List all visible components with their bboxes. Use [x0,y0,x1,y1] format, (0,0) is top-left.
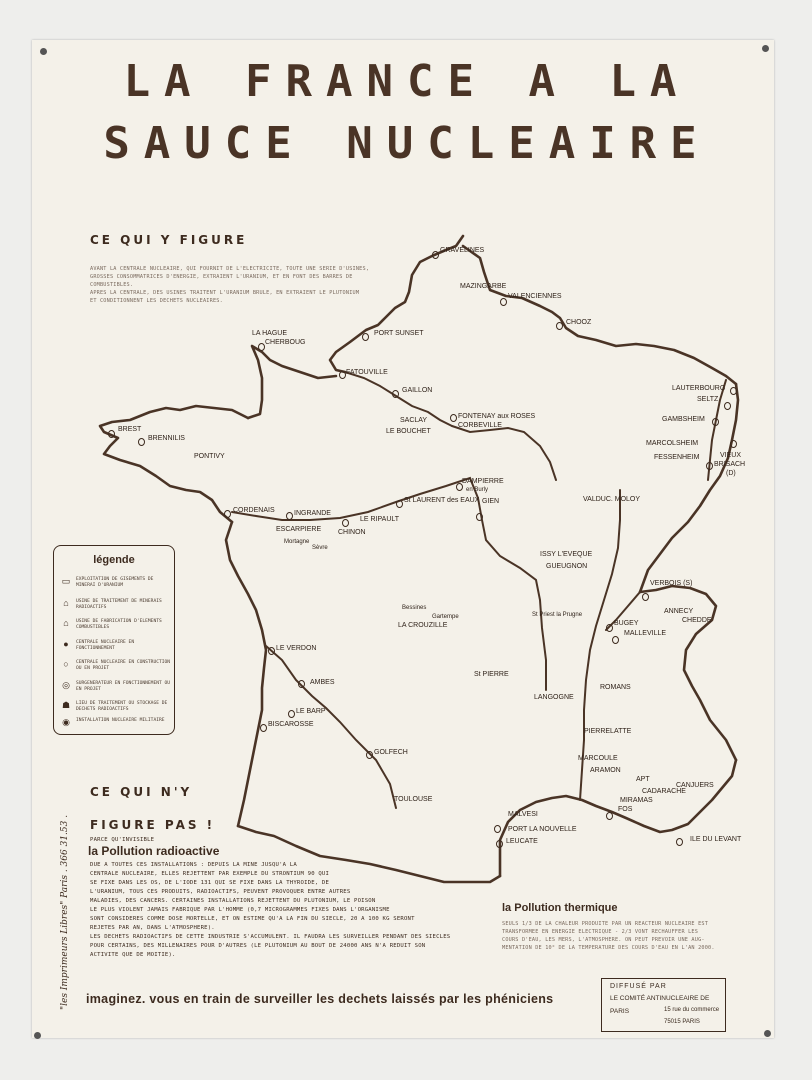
breeder-icon: ◎ [62,680,70,690]
site-fessenheim: FESSENHEIM [654,454,700,461]
reactor-icon [706,462,713,470]
reactor-icon [260,724,267,732]
storage-icon: ☗ [61,700,71,710]
reactor-icon [724,402,731,410]
site-mazingarbe: MAZINGARBE [460,283,507,290]
reactor-icon [339,371,346,379]
site-gravelines: GRAVELINES [440,247,485,254]
legend-item: SURGENERATEUR EN FONCTIONNEMENT OU EN PROJET [76,681,171,692]
reactor-icon [500,298,507,306]
site-st-priest: St Priest la Prugne [532,612,583,618]
site-romans: ROMANS [600,684,631,691]
diffuse-line2: LE COMITÉ ANTINUCLEAIRE DE [610,995,710,1002]
reactor-icon [298,680,305,688]
legend-item: INSTALLATION NUCLEAIRE MILITAIRE [76,718,165,723]
reactor-icon [108,430,115,438]
reactor-icon [288,710,295,718]
reactor-icon [268,647,275,655]
factory-icon: ⌂ [63,618,69,628]
reactor-icon [224,510,231,518]
site-cherbourg: CHERBOUG [265,339,306,346]
site-cadarache: CADARACHE [642,788,686,795]
site-ingrande: INGRANDE [294,510,331,517]
site-pierrelatte: PIERRELATTE [584,728,632,735]
site-verbois: VERBOIS (S) [650,580,693,587]
section1-heading: CE QUI Y FIGURE [90,233,248,247]
site-malvesi: MALVESI [508,811,538,818]
site-golfech: GOLFECH [374,749,408,756]
site-brisach-d: (D) [726,470,736,477]
truck-icon: ▭ [61,576,71,586]
plant-icon: ● [63,639,69,649]
site-le-barp: LE BARP [296,708,326,715]
site-langogne: LANGOGNE [534,694,574,701]
section2-heading-line1: CE QUI N'Y [90,785,193,799]
legend-box [53,545,175,735]
reactor-icon [642,593,649,601]
site-fontenay: FONTENAY aux ROSES [458,413,536,420]
legend-item: LIEU DE TRAITEMENT OU STOCKAGE DE DECHETS RADIOACTIFS [76,701,168,712]
section2-pre: PARCE QU'INVISIBLE [90,837,155,843]
site-fos: FOS [618,806,633,813]
site-le-bouchet: LE BOUCHET [386,428,431,435]
reactor-icon [362,333,369,341]
reactor-icon [606,812,613,820]
site-leucate: LEUCATE [506,838,538,845]
diffuse-line1: DIFFUSÉ PAR [610,983,667,990]
reactor-icon [494,825,501,833]
site-mortagne: Mortagne [284,539,310,545]
reactor-icon [606,624,613,632]
site-toulouse: TOULOUSE [394,796,433,803]
legend-title: légende [93,554,135,566]
coastline-mediterranean [500,760,736,876]
reactor-icon [286,512,293,520]
site-valduc: VALDUC. MOLOY [583,496,641,503]
site-le-verdon: LE VERDON [276,645,317,652]
river-seine [345,372,452,426]
site-gambsheim: GAMBSHEIM [662,416,705,423]
site-gien: GIEN [482,498,500,505]
site-apt: APT [636,776,650,783]
section2-subheading: la Pollution radioactive [88,844,220,858]
thermal-heading: la Pollution thermique [502,902,618,914]
site-valenciennes: VALENCIENNES [508,293,562,300]
site-brennilis: BRENNILIS [148,435,185,442]
site-chooz: CHOOZ [566,319,592,326]
site-ile-du-levant: ILE DU LEVANT [690,836,742,843]
site-chedde: CHEDDE [682,617,712,624]
site-ambes: AMBES [310,679,335,686]
reactor-icon [496,840,503,848]
diffuse-postal: 75015 PARIS [664,1019,700,1025]
reactor-icon [138,438,145,446]
site-saclay: SACLAY [400,417,428,424]
site-chinon: CHINON [338,529,366,536]
section1-text: AVANT LA CENTRALE NUCLEAIRE, QUI FOURNIT DE L'ELECTRICITE, TOUTE UNE SERIE D'USINES, GROSSES CONSOMMATRICES D'ENERGIE, EXTRAIENT L'URANIUM, ET EN FONT DES BARRES DE COMBUSTIBLES. APRES LA CENTRALE, DES USINES TRAITENT L'URANIUM BRULE, EN EXTRAIENT LE PLUTONIUM ET CONDITIONNENT LES DECHETS NUCLEAIRES. [90,266,370,304]
river-seine-upper [452,426,556,480]
reactor-icon [366,751,373,759]
site-la-crouzille: LA CROUZILLE [398,622,448,629]
site-burly: en Burly [466,487,489,493]
reactor-icon [612,636,619,644]
plant-outline-icon: ○ [63,659,69,669]
site-pontivy: PONTIVY [194,453,225,460]
thermal-text: SEULS 1/3 DE LA CHALEUR PRODUITE PAR UN REACTEUR NUCLEAIRE EST TRANSFORMEE EN ENERGIE ELECTRIQUE - 2/3 VONT RECHAUFFER LES COURS D'EAU, LES MERS, L'ATMOSPHERE. ON PEUT PREVOIR UNE AUG- MENTATION DE 10° DE LA TEMPERATURE DES COURS D'EAU EN L'AN 2000. [502,921,715,951]
diffuse-box [601,978,726,1032]
reactor-icon [730,387,737,395]
diffuse-line3: PARIS [610,1008,630,1015]
border-north-east [463,246,736,384]
diffuse-address: 15 rue du commerce [664,1007,720,1013]
site-brest: BREST [118,426,142,433]
reactor-icon [712,418,719,426]
slogan: imaginez. vous en train de surveiller les dechets laissés par les phéniciens [86,992,554,1006]
site-fatouville: FATOUVILLE [346,369,388,376]
coastline-atlantic [226,522,266,826]
reactor-icon [556,322,563,330]
coastline-normandy [248,346,336,418]
site-la-hague: LA HAGUE [252,330,288,337]
legend-item: USINE DE TRAITEMENT DE MINERAIS RADIOACTIFS [76,599,162,610]
site-seltz: SELTZ [697,396,719,403]
legend-item: USINE DE FABRICATION D'ELEMENTS COMBUSTIBLES [76,619,162,630]
site-marcolsheim: MARCOLSHEIM [646,440,699,447]
site-escarpiere: ESCARPIERE [276,526,322,533]
reactor-icon [676,838,683,846]
section2-text: DUE A TOUTES CES INSTALLATIONS : DEPUIS LA MINE JUSQU'A LA CENTRALE NUCLEAIRE, ELLES REJETTENT PAR EXEMPLE DU STRONTIUM 90 QUI SE FIXE DANS LES OS, DE L'IODE 131 QUI SE FIXE DANS LA THYROIDE, DE L'URANIUM, TOUS CES PRODUITS, RADIOACTIFS, PEUVENT PROVOQUER ENTRE AUTRES MALADIES, DES CANCERS. CERTAINES INSTALLATIONS REJETTENT DU PLUTONIUM, LE POISON LE PLUS VIOLENT JAMAIS FABRIQUE PAR L'HOMME (0,7 MICROGRAMMES FIXES DANS L'ORGANISME SONT CONSIDERES COMME DOSE MORTELLE, ET ON ESTIME QU'A LA FIN DU SIECLE, 20 A 100 KG SERONT REJETES PAR AN, DANS L'ATMOSPHERE). LES DECHETS RADIOACTIFS DE CETTE INDUSTRIE S'ACCUMULENT. IL FAUDRA LES SURVEILLER PENDANT DES SIECLES POUR CERTAINS, DES MILLENAIRES POUR D'AUTRES (LE PLUTONIUM AU BOUT DE 24000 ANS N'A REDUIT SON ACTIVITE QUE DE MOITIE). [90,862,451,958]
factory-icon: ⌂ [63,598,69,608]
site-port-la-nouvelle: PORT LA NOUVELLE [508,826,577,833]
site-cordenais: CORDENAIS [233,507,275,514]
poster-title-line1: LA FRANCE A LA [123,56,691,107]
site-bessines: Bessines [402,605,427,611]
section2-heading-line2: FIGURE PAS ! [90,818,216,832]
site-sevre: Sèvre [312,545,328,551]
site-biscarosse: BISCAROSSE [268,721,314,728]
site-issy: ISSY L'EVEQUE [540,551,593,558]
site-le-ripault: LE RIPAULT [360,516,400,523]
site-canjuers: CANJUERS [676,782,714,789]
coastline-north [330,236,463,372]
site-brisach: BRISACH [714,461,746,468]
site-gaillon: GAILLON [402,387,433,394]
river-saone [580,490,620,800]
site-marcoule: MARCOULE [578,755,618,762]
site-dampierre: DAMPIERRE [462,478,504,485]
site-gueugnon: GUEUGNON [546,563,588,570]
legend-item: CENTRALE NUCLEAIRE EN FONCTIONNEMENT [76,640,135,651]
reactor-icon [258,343,265,351]
site-lauterbourg: LAUTERBOURG [672,385,726,392]
legend-item: CENTRALE NUCLEAIRE EN CONSTRUCTION OU EN PROJET [76,660,171,671]
reactor-icon [476,513,483,521]
military-icon: ◉ [62,717,70,727]
printer-credit: "les Imprimeurs Libres" Paris . 366 31.53 . [60,814,70,1010]
site-gartempe: Gartempe [432,614,459,620]
site-st-pierre: St PIERRE [474,671,509,678]
reactor-icon [342,519,349,527]
site-port-sunset: PORT SUNSET [374,330,424,337]
site-vieux: VIEUX [720,452,742,459]
reactor-icon [432,251,439,259]
reactor-icon [450,414,457,422]
reactor-icon [396,500,403,508]
reactor-icon [730,440,737,448]
site-malleville: MALLEVILLE [624,630,667,637]
poster-title-line2: SAUCE NUCLEAIRE [103,118,711,169]
site-corbeville: CORBEVILLE [458,422,502,429]
site-bugey: BUGEY [614,620,639,627]
site-miramas: MIRAMAS [620,797,653,804]
site-st-laurent: St LAURENT des EAUX [404,497,480,504]
site-aramon: ARAMON [590,767,621,774]
legend-item: EXPLOITATION DE GISEMENTS DE MINERAI D'URANIUM [76,577,154,588]
site-annecy: ANNECY [664,608,694,615]
coastline-brittany [100,406,248,522]
reactor-icon [392,390,399,398]
